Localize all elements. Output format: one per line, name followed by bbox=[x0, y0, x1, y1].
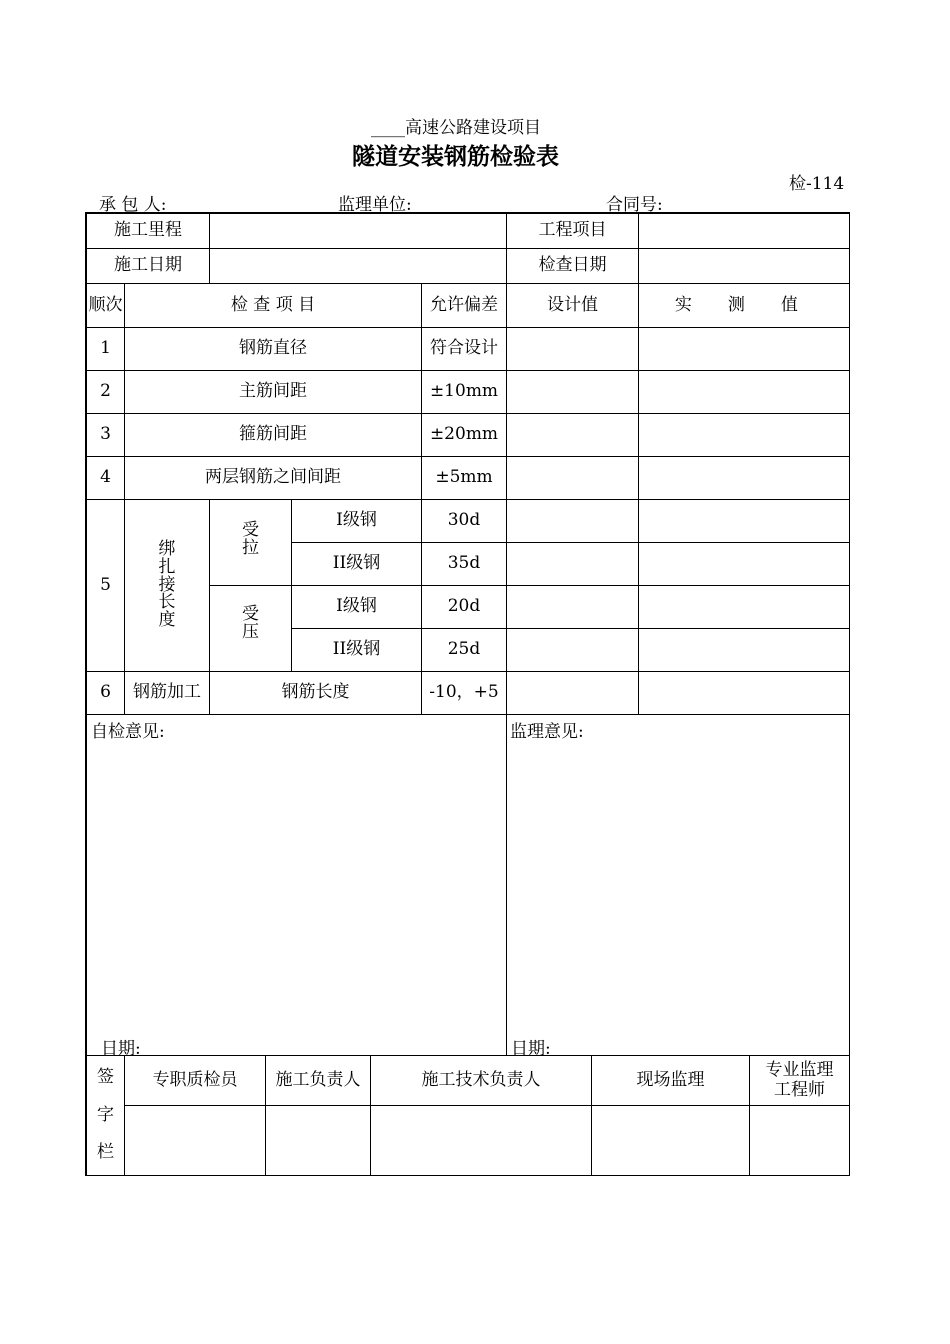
row-item: 两层钢筋之间间距 bbox=[124, 456, 422, 500]
form-number: 检-114 bbox=[789, 174, 845, 194]
role-site-supervisor: 现场监理 bbox=[591, 1055, 750, 1106]
mileage-field[interactable] bbox=[209, 213, 507, 249]
construction-date-field[interactable] bbox=[209, 248, 507, 284]
project-item-field[interactable] bbox=[638, 213, 850, 249]
col-measured: 实 测 值 bbox=[638, 283, 850, 328]
supervision-date-label: 日期: bbox=[511, 1039, 551, 1059]
self-check-opinion-label: 自检意见: bbox=[91, 722, 165, 742]
contractor-label: 承 包 人: bbox=[99, 195, 167, 215]
row-tolerance: ±10mm bbox=[421, 370, 507, 414]
contract-number-label: 合同号: bbox=[606, 195, 663, 215]
row-seq: 4 bbox=[86, 456, 125, 500]
design-value-cell[interactable] bbox=[506, 628, 639, 672]
design-value-cell[interactable] bbox=[506, 499, 639, 543]
measured-value-cell[interactable] bbox=[638, 585, 850, 629]
compression-group bbox=[209, 585, 292, 672]
col-seq: 顺次 bbox=[86, 283, 125, 328]
measured-value-cell[interactable] bbox=[638, 370, 850, 414]
grade-label: I级钢 bbox=[291, 585, 422, 629]
project-line: ____高速公路建设项目 bbox=[371, 118, 541, 138]
row-item: 箍筋间距 bbox=[124, 413, 422, 457]
row-tolerance: ±20mm bbox=[421, 413, 507, 457]
measured-value-cell[interactable] bbox=[638, 499, 850, 543]
col-item: 检 查 项 目 bbox=[124, 283, 422, 328]
measured-value-cell[interactable] bbox=[638, 327, 850, 371]
row-tolerance: -10，+5 bbox=[421, 671, 507, 715]
design-value-cell[interactable] bbox=[506, 585, 639, 629]
row-tolerance: 35d bbox=[421, 542, 507, 586]
design-value-cell[interactable] bbox=[506, 456, 639, 500]
measured-value-cell[interactable] bbox=[638, 542, 850, 586]
row-group: 钢筋加工 bbox=[124, 671, 210, 715]
row-seq: 5 bbox=[86, 499, 125, 672]
lap-length-label: 绑扎接长度 bbox=[158, 538, 176, 631]
mileage-label: 施工里程 bbox=[86, 213, 210, 249]
role-technical-lead: 施工技术负责人 bbox=[370, 1055, 592, 1106]
signature-cell[interactable] bbox=[265, 1105, 371, 1176]
self-check-opinion-box[interactable] bbox=[86, 714, 507, 1056]
form-title: 隧道安装钢筋检验表 bbox=[352, 143, 559, 170]
row-item: 钢筋长度 bbox=[209, 671, 422, 715]
measured-value-cell[interactable] bbox=[638, 628, 850, 672]
role-supervising-engineer: 专业监理工程师 bbox=[749, 1055, 850, 1106]
construction-date-label: 施工日期 bbox=[86, 248, 210, 284]
project-item-label: 工程项目 bbox=[506, 213, 639, 249]
role-quality-inspector: 专职质检员 bbox=[124, 1055, 266, 1106]
row-tolerance: 20d bbox=[421, 585, 507, 629]
inspection-date-label: 检查日期 bbox=[506, 248, 639, 284]
self-check-date-label: 日期: bbox=[101, 1039, 141, 1059]
signature-cell[interactable] bbox=[370, 1105, 592, 1176]
signature-label: 签字栏 bbox=[97, 1067, 114, 1163]
role-construction-lead: 施工负责人 bbox=[265, 1055, 371, 1106]
supervision-opinion-box[interactable] bbox=[506, 714, 850, 1056]
row-seq: 6 bbox=[86, 671, 125, 715]
row-seq: 3 bbox=[86, 413, 125, 457]
row-tolerance: 25d bbox=[421, 628, 507, 672]
design-value-cell[interactable] bbox=[506, 370, 639, 414]
design-value-cell[interactable] bbox=[506, 542, 639, 586]
signature-label-cell bbox=[86, 1055, 125, 1176]
signature-cell[interactable] bbox=[591, 1105, 750, 1176]
signature-cell[interactable] bbox=[124, 1105, 266, 1176]
tension-group bbox=[209, 499, 292, 586]
design-value-cell[interactable] bbox=[506, 671, 639, 715]
col-tolerance: 允许偏差 bbox=[421, 283, 507, 328]
row-tolerance: 30d bbox=[421, 499, 507, 543]
signature-cell[interactable] bbox=[749, 1105, 850, 1176]
col-design: 设计值 bbox=[506, 283, 639, 328]
row-seq: 1 bbox=[86, 327, 125, 371]
supervisor-unit-label: 监理单位: bbox=[338, 195, 412, 215]
lap-length-group bbox=[124, 499, 210, 672]
inspection-date-field[interactable] bbox=[638, 248, 850, 284]
supervision-opinion-label: 监理意见: bbox=[510, 722, 584, 742]
measured-value-cell[interactable] bbox=[638, 456, 850, 500]
design-value-cell[interactable] bbox=[506, 327, 639, 371]
row-item: 主筋间距 bbox=[124, 370, 422, 414]
row-item: 钢筋直径 bbox=[124, 327, 422, 371]
measured-value-cell[interactable] bbox=[638, 671, 850, 715]
row-tolerance: ±5mm bbox=[421, 456, 507, 500]
row-tolerance: 符合设计 bbox=[421, 327, 507, 371]
compression-label: 受压 bbox=[242, 604, 259, 642]
measured-value-cell[interactable] bbox=[638, 413, 850, 457]
grade-label: II级钢 bbox=[291, 628, 422, 672]
row-seq: 2 bbox=[86, 370, 125, 414]
tension-label: 受拉 bbox=[242, 520, 259, 558]
design-value-cell[interactable] bbox=[506, 413, 639, 457]
grade-label: I级钢 bbox=[291, 499, 422, 543]
grade-label: II级钢 bbox=[291, 542, 422, 586]
